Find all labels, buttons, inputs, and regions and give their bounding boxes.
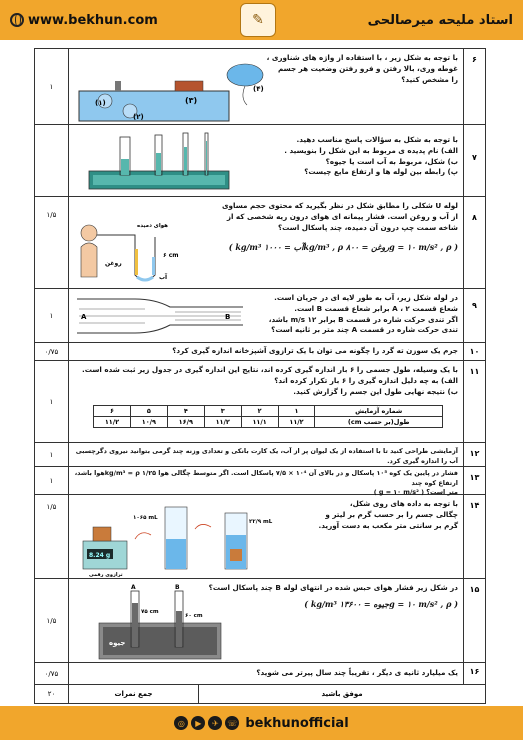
figure-label-4: (۴) bbox=[253, 85, 264, 93]
question-text: با توجه به شکل زیر ، با استفاده از واژه های شناوری ، غوطه وری، بالا رفتن و فرو رفتن وضعیت هر جسم را مشخص کنید؟ bbox=[266, 53, 458, 84]
globe-icon bbox=[10, 13, 24, 27]
youtube-icon[interactable]: ▶ bbox=[191, 716, 205, 730]
question-number: ۱۶ bbox=[463, 663, 485, 684]
question-score: ۱ bbox=[35, 361, 69, 442]
question-row-14 bbox=[35, 495, 485, 579]
label-water: آب bbox=[159, 274, 168, 281]
label-volume-2: ۲۲/۹ mL bbox=[249, 519, 273, 525]
question-number: ۶ bbox=[463, 49, 485, 124]
question-row-6 bbox=[35, 49, 485, 125]
formula-givens: ( g = ۱۰ m/s² , ρروغن = ۸۰۰ kg/m³ , ρآب = ۱۰۰۰ kg/m³ ) bbox=[228, 242, 458, 253]
question-score: ۱/۵ bbox=[35, 197, 69, 288]
label-section-b: B bbox=[225, 313, 231, 321]
total-score: ۲۰ bbox=[35, 685, 69, 703]
question-row-13 bbox=[35, 467, 485, 495]
figure-label-3: (۳) bbox=[185, 96, 198, 105]
question-score: ۱/۵ bbox=[35, 495, 69, 578]
capillary-tubes-figure bbox=[85, 131, 235, 193]
question-number: ۱۴ bbox=[463, 495, 485, 578]
website-link[interactable] bbox=[10, 13, 158, 28]
formula-givens: ( g = ۱۰ m/s² , ρجیوه = ۱۳۶۰۰ kg/m³ ) bbox=[304, 598, 458, 609]
question-text: جرم یک سوزن ته گرد را چگونه می توان با یک ترازوی آشپزخانه اندازه گیری کرد؟ bbox=[172, 346, 458, 355]
footer-handle[interactable]: bekhunofficial bbox=[245, 715, 349, 731]
question-row-8 bbox=[35, 197, 485, 289]
question-text: آزمایشی طراحی کنید تا با استفاده از یک لیوان پر از آب، یک کارت بانکی و تعدادی وزنه چند گرمی بتوانید نیروی دگرچسبی آب را اندازه گیری کرد. bbox=[75, 447, 458, 465]
scale-reading: 8.24 g bbox=[89, 552, 111, 559]
question-number: ۱۲ bbox=[463, 443, 485, 466]
label-mercury: جیوه bbox=[109, 639, 126, 647]
question-text: لوله U شکلی را مطابق شکل در نظر بگیرید که محتوی حجم مساوی از آب و روغن است. فشار پیمانه ای هوای درون ریه شخصی که از شاخه سمت چپ درون آن دمیده، چند پاسکال است؟ ( g = ۱۰ m/s² , ρروغن = ۸۰۰ kg/m³ , ρآب = ۱۰۰۰ kg/m³ ) bbox=[69, 197, 463, 288]
question-score: ۰/۷۵ bbox=[35, 663, 69, 684]
logo-badge: ✎ bbox=[240, 3, 276, 37]
question-score: ۱/۵ bbox=[35, 579, 69, 662]
question-row-12 bbox=[35, 443, 485, 467]
question-score bbox=[35, 125, 69, 196]
label-digital-scale: ترازوی رقمی bbox=[89, 572, 123, 577]
question-number: ۱۵ bbox=[463, 579, 485, 662]
figure-label-2: (۲) bbox=[133, 113, 144, 121]
instagram-icon[interactable]: ◎ bbox=[174, 716, 188, 730]
question-number: ۱۰ bbox=[463, 343, 485, 360]
question-text: فشار در پایین یک کوه ۱۰⁵ پاسکال و در بالای آن ۱۰⁴ × ۷/۵ پاسکال است. اگر متوسط چگالی هوا ۱/۲۵ kg/m³ = ρهوا باشد، ارتفاع کوه چند متر است؟ ( g = ۱۰ m/s² ) bbox=[74, 469, 458, 497]
question-score: ۱ bbox=[35, 443, 69, 466]
label-height-b: ۶۰ cm bbox=[185, 613, 203, 619]
label-tube-a: A bbox=[131, 584, 136, 591]
mercury-tubes-figure bbox=[95, 583, 225, 661]
question-score: ۱ bbox=[35, 49, 69, 124]
exam-sheet bbox=[34, 48, 486, 704]
question-text: با یک وسیله، طول جسمی را ۶ بار اندازه گیری کرده اند، نتایج این اندازه گیری در جدول زیر ثبت شده است. الف) به چه دلیل اندازه گیری را ۶ بار تکرار کرده اند؟ ب) نتیجه نهایی طول این جسم را گزارش کنید. bbox=[81, 365, 458, 396]
figure-label-1: (۱) bbox=[95, 99, 106, 107]
question-row-11 bbox=[35, 361, 485, 443]
label-tube-b: B bbox=[175, 584, 180, 591]
question-score: ۱ bbox=[35, 289, 69, 342]
question-number: ۹ bbox=[463, 289, 485, 342]
question-row-9 bbox=[35, 289, 485, 343]
website-text: www.bekhun.com bbox=[28, 12, 158, 28]
telegram-icon[interactable]: ✈ bbox=[208, 716, 222, 730]
density-figure bbox=[75, 499, 275, 577]
good-luck-text: موفق باشید bbox=[321, 690, 363, 698]
question-text: یک میلیارد ثانیه ی دیگر ، تقریباً چند سال پیرتر می شوید؟ bbox=[256, 668, 458, 677]
brand-title: استاد ملیحه میرصالحی bbox=[367, 12, 513, 28]
question-row-7 bbox=[35, 125, 485, 197]
total-label: جمع نمرات bbox=[69, 685, 199, 703]
pipe-flow-figure bbox=[75, 293, 245, 339]
question-text: در شکل زیر فشار هوای حبس شده در انتهای لوله B چند پاسکال است؟ ( g = ۱۰ m/s² , ρجیوه = ۱۳۶۰۰ kg/m³ ) bbox=[69, 579, 463, 662]
social-icons bbox=[174, 716, 239, 730]
whatsapp-icon[interactable]: ☏ bbox=[225, 716, 239, 730]
question-row-16 bbox=[35, 663, 485, 685]
question-number: ۸ bbox=[463, 197, 485, 288]
measurement-table: شماره آزمایش ۱ ۲ ۳ ۴ ۵ ۶ طول(بر حسب cm) ۱۱/۲ ۱۱/۱ ۱۱/۲ ۱۶/۹ ۱۰/۹ ۱۱/۲ bbox=[93, 405, 443, 428]
footer-bar bbox=[0, 706, 523, 740]
label-blown-air: هوای دمیده bbox=[137, 223, 168, 229]
u-tube-figure bbox=[75, 217, 195, 287]
question-score: ۰/۷۵ bbox=[35, 343, 69, 360]
question-number: ۱۱ bbox=[463, 361, 485, 442]
question-row-15 bbox=[35, 579, 485, 663]
label-volume-1: ۱۰۶۵ mL bbox=[133, 515, 158, 521]
table-row-label: طول(بر حسب cm) bbox=[315, 417, 443, 428]
question-text: با توجه به شکل به سؤالات پاسخ مناسب دهید. الف) نام پدیده ی مربوط به این شکل را بنویسید . ب) شکل، مربوط به آب است یا جیوه؟ پ) رابطه بین لوله ها و ارتفاع مایع چیست؟ bbox=[284, 135, 458, 177]
question-number: ۷ bbox=[463, 125, 485, 196]
label-height-a: ۷۵ cm bbox=[141, 609, 159, 615]
question-text: با توجه به داده های روی شکل، چگالی جسم را بر حسب گرم بر لیتر و گرم بر سانتی متر مکعب به دست آورید. bbox=[318, 499, 458, 530]
label-section-a: A bbox=[81, 313, 87, 321]
question-score: ۱ bbox=[35, 467, 69, 494]
question-text: در لوله شکل زیر، آب به طور لایه ای در جریان است. شعاع قسمت A ، ۲ برابر شعاع قسمت B است. اگر تندی حرکت شاره در قسمت B برابر ۱۲ m/s باشد، تندی حرکت شاره در قسمت A چند متر بر ثانیه است؟ bbox=[268, 293, 458, 335]
buoyancy-figure bbox=[75, 53, 275, 123]
label-oil: روغن bbox=[105, 260, 122, 267]
question-row-10 bbox=[35, 343, 485, 361]
table-header-label: شماره آزمایش bbox=[315, 406, 443, 417]
question-number: ۱۳ bbox=[463, 467, 485, 494]
totals-row bbox=[35, 685, 485, 703]
label-height: ۶ cm bbox=[163, 252, 179, 259]
